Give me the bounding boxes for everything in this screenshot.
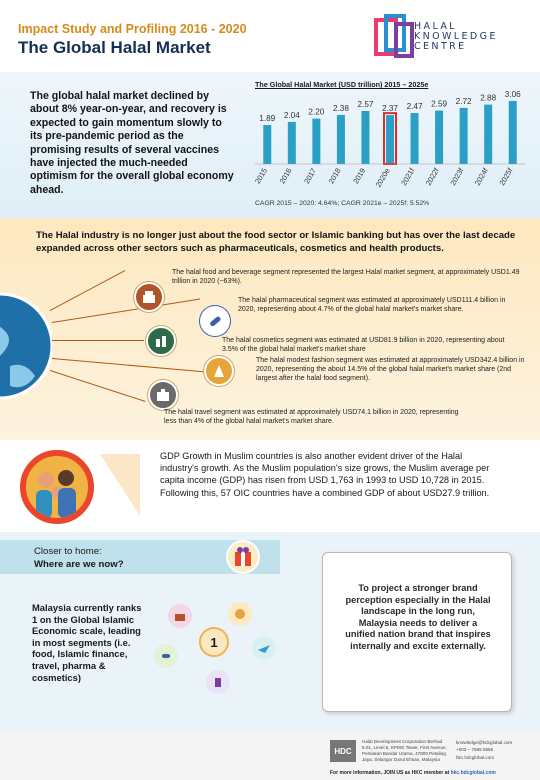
connector-line (52, 340, 144, 341)
connector-line (52, 358, 204, 373)
cosmetics-icon (146, 326, 176, 356)
bar-2018 (337, 115, 345, 164)
bar-2022f (435, 111, 443, 164)
category-label: 2025f (497, 166, 515, 188)
category-label: 2021f (399, 166, 417, 188)
footer-more-info (330, 770, 496, 776)
category-label: 2023f (448, 166, 466, 188)
footer (0, 732, 540, 780)
value-label: 2.57 (357, 99, 374, 109)
logo-line-1: HALAL (414, 21, 457, 32)
footer-email[interactable]: knowledge@hdcglobal.com (456, 740, 513, 745)
cosmetics-icon (206, 670, 230, 694)
value-label: 2.72 (455, 96, 472, 106)
gdp-text: GDP Growth in Muslim countries is also another evident driver of the Halal industry's growth. As the Muslim population's size grows, the Muslim average per capita income (GDP) has risen from USD 1,763 in 1993 to USD 10,728 in 2015. Following this, 57 OIC countries have a combined GDP of about USD27.9 trillion. (160, 451, 490, 498)
report-kicker: Impact Study and Profiling 2016 - 2020 (18, 22, 247, 36)
connector-line (50, 370, 146, 402)
value-label: 2.47 (406, 102, 423, 112)
footer-phone: +603 – 7965 5555 (456, 747, 494, 753)
category-label: 2016 (277, 166, 294, 186)
market-chart (245, 76, 535, 216)
market-summary: The global halal market declined by about 8% year-on-year, and recovery is expected to gain momentum slowly to its pre-pandemic period as the promising results of several vaccines have injected the much-needed optimism for the overall global economy ahead. (30, 90, 234, 196)
header (0, 0, 540, 72)
logo-text (414, 22, 498, 52)
bar-2015 (263, 125, 271, 164)
footer-more-prefix: For more information, JOIN US as HKC member at (330, 770, 451, 776)
bar-2017 (312, 119, 320, 164)
decorative-shape (100, 454, 140, 516)
brand-perception-box (322, 552, 512, 712)
category-label: 2020e (373, 166, 392, 189)
segment-cosmetics-text: The halal cosmetics segment was estimated at USD81.9 billion in 2020, representing about 3.5% of the global halal market's market share (222, 337, 505, 353)
gdp-section (0, 440, 540, 532)
footer-web[interactable]: hkc.hdcglobal.com (456, 754, 495, 760)
value-label: 2.04 (283, 110, 300, 120)
pharma-icon (200, 306, 230, 336)
industry-section (0, 218, 540, 440)
bar-2023f (460, 108, 468, 164)
globe-icon (0, 286, 52, 406)
closer-to-home-section (0, 532, 540, 732)
value-label: 2.20 (308, 107, 325, 117)
value-label: 3.06 (504, 89, 521, 99)
food-icon (134, 282, 164, 312)
brand-perception-text: To project a stronger brand perception especially in the Halal landscape in the long run, Malaysia needs to deliver a unified nation brand that inspires internally and excite externally. (345, 583, 491, 651)
malaysia-rank-text: Malaysia currently ranks 1 on the Global Islamic Economic scale, leading in most segments (i.e. food, Islamic finance, travel, pharma & cosmetics) (32, 602, 142, 683)
bar-2020e (386, 115, 394, 164)
category-label: 2022f (423, 166, 441, 188)
category-label: 2015 (252, 166, 270, 186)
value-label: 2.59 (431, 99, 448, 109)
bar-2024f (484, 105, 492, 164)
segment-pharma-text: The halal pharmaceutical segment was estimated at approximately USD111.4 billion in 2020, representing about 4.7% of the global halal market's market share. (238, 297, 506, 313)
rank-badge: 1 (199, 627, 229, 657)
fashion-icon (204, 356, 234, 386)
page-title: The Global Halal Market (18, 38, 211, 57)
segment-travel-text: The halal travel segment was estimated at approximately USD74.1 billion in 2020, representing less than 4% of the global halal market's market share. (164, 409, 459, 425)
value-label: 2.37 (382, 104, 398, 114)
finance-icon (228, 602, 252, 626)
segment-fashion-text: The halal modest fashion segment was estimated at approximately USD342.4 billion in 2020, representing the about 14.5% of the global halal market's market share (2nd largest after the halal food segment). (256, 357, 525, 382)
pharma-icon (154, 644, 178, 668)
footer-contact (456, 739, 538, 761)
travel-icon (148, 380, 178, 410)
value-label: 2.88 (480, 93, 497, 103)
travel-icon (252, 636, 276, 660)
logo-line-3: CENTRE (414, 41, 467, 52)
segment-food-text: The halal food and beverage segment represented the largest Halal market segment, at approximately USD1.49 trillion in 2020 (~63%). (172, 269, 520, 285)
bar-2025f (509, 101, 517, 164)
bar-2016 (288, 122, 296, 164)
closer-line-2: Where are we now? (34, 559, 124, 570)
connector-line (50, 270, 126, 311)
chart-title: The Global Halal Market (USD trillion) 2015 – 2025e (255, 80, 429, 89)
connector-line (52, 299, 200, 324)
closer-line-1: Closer to home: (34, 546, 102, 557)
cagr-note: CAGR 2015 – 2020: 4.64%; CAGR 2021e – 2025f: 5.52% (255, 200, 430, 207)
hkc-logo-mark (374, 14, 418, 60)
food-icon (168, 604, 192, 628)
logo-line-2: KNOWLEDGE (414, 31, 498, 42)
footer-address: Halal Development Corporation Berhad 5.01, Level 5, KPMG Tower, First Avenue, Persiaran Bandar Utama, 47800 Petaling Jaya, Selangor Darul Ehsan, Malaysia (362, 739, 447, 762)
footer-more-link[interactable]: hkc.hdcglobal.com (450, 770, 496, 776)
global-market-section (0, 72, 540, 218)
value-label: 2.38 (332, 103, 349, 113)
bar-chart-svg (245, 76, 535, 200)
gift-icon (226, 540, 260, 574)
industry-intro: The Halal industry is no longer just about the food sector or Islamic banking but has over the last decade expanded across other sectors such as pharmaceuticals, cosmetics and health products. (36, 230, 516, 254)
category-label: 2017 (302, 166, 319, 186)
category-label: 2018 (326, 166, 343, 186)
bar-2019 (361, 111, 369, 164)
hdc-logo: HDC (330, 740, 356, 762)
category-label: 2024f (472, 166, 490, 188)
family-icon (20, 450, 94, 524)
halal-knowledge-centre-logo (374, 14, 524, 64)
value-label: 1.89 (259, 114, 276, 124)
category-label: 2019 (351, 166, 368, 186)
bar-2021f (411, 113, 419, 164)
